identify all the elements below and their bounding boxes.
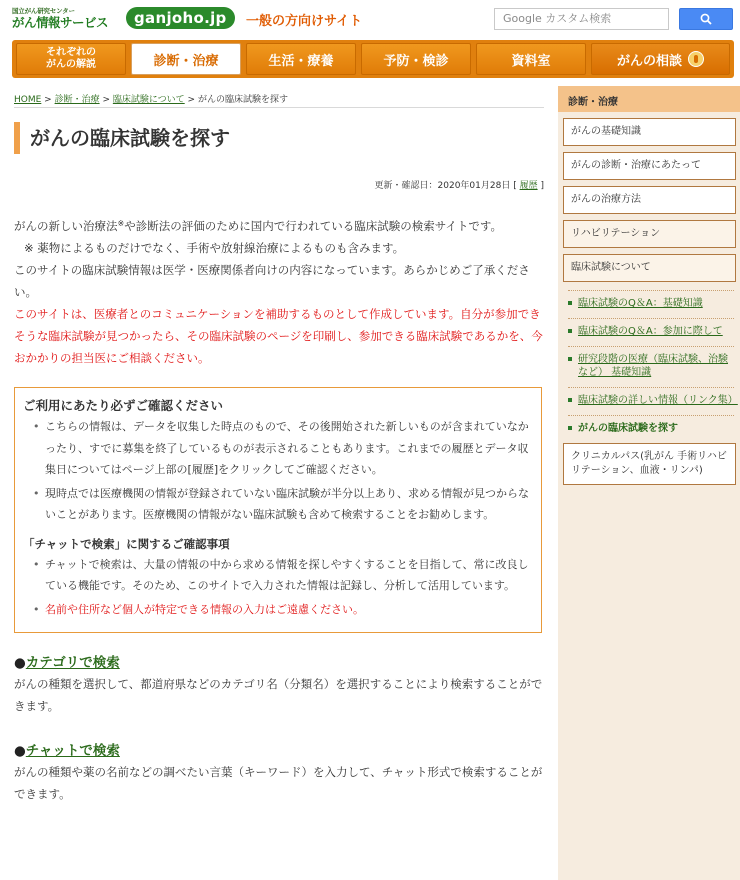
notice-item: • こちらの情報は、データを収集した時点のもので、その後開始された新しいものが含まれていなかったり、すでに募集を終了しているものが表示されることもあります。これまでの履歴とデータ収集日についてはページ上部の[履歴]をクリックしてご確認ください。 <box>45 416 531 481</box>
logo-organization: 国立がん研究センター <box>12 7 75 15</box>
intro-note: ※ 薬物によるものだけでなく、手術や放射線治療によるものも含みます。 <box>24 241 405 255</box>
intro-text <box>14 213 544 369</box>
intro-text-b: や診断法の評価のために国内で行われている臨床試験の検索サイトです。 <box>124 219 502 233</box>
notice-title: ご利用にあたり必ずご確認ください <box>23 398 224 413</box>
nav-label: 生活・療養 <box>268 53 334 69</box>
main-content <box>14 86 544 805</box>
side-item-diagnosis[interactable]: がんの診断・治療にあたって <box>563 152 736 180</box>
global-nav <box>12 40 734 78</box>
side-item-treatment-methods[interactable]: がんの治療方法 <box>563 186 736 214</box>
breadcrumb-sep: > <box>41 95 55 105</box>
history-link[interactable]: 履歴 <box>519 181 538 191</box>
side-sub-qa-participation[interactable]: 臨床試験のQ＆A：参加に際して <box>568 325 734 338</box>
nav-consultation[interactable] <box>591 43 730 75</box>
divider <box>568 346 734 347</box>
intro-paragraph-2: このサイトの臨床試験情報は医学・医療関係者向けの内容になっています。あらかじめご了承ください。 <box>14 263 530 299</box>
nav-life-care[interactable] <box>246 43 356 75</box>
side-item-rehabilitation[interactable]: リハビリテーション <box>563 220 736 248</box>
category-search-link[interactable]: カテゴリで検索 <box>25 655 120 671</box>
nav-cancer-types-line2: がんの解説 <box>46 59 96 70</box>
breadcrumb <box>14 86 544 108</box>
category-search-description: がんの種類を選択して、都道府県などのカテゴリ名（分類名）を選択することにより検索することができます。 <box>14 677 543 713</box>
nav-label: 資料室 <box>511 53 551 69</box>
logo-domain-badge[interactable]: ganjoho.jp <box>126 7 235 29</box>
nav-label: 予防・検診 <box>383 53 449 69</box>
search-brand: Google <box>503 12 542 25</box>
footnote-mark: ※ <box>117 219 125 228</box>
nav-label: がんの相談 <box>616 53 682 69</box>
side-item-basics[interactable]: がんの基礎知識 <box>563 118 736 146</box>
breadcrumb-sep: > <box>99 95 113 105</box>
nav-label: 診断・治療 <box>153 53 219 69</box>
update-date-label: 更新・確認日：2020年01月28日 [ <box>374 181 517 191</box>
chat-search-heading <box>14 739 544 759</box>
update-date <box>14 178 544 191</box>
side-nav <box>558 86 740 880</box>
side-item-clinical-trials[interactable]: 臨床試験について <box>563 254 736 282</box>
page-title: がんの臨床試験を探す <box>14 122 544 154</box>
chat-search-description: がんの種類や薬の名前などの調べたい言葉（キーワード）を入力して、チャット形式で検索することができます。 <box>14 765 543 801</box>
side-nav-heading: 診断・治療 <box>558 86 740 112</box>
site-logo[interactable] <box>12 6 124 30</box>
divider <box>568 415 734 416</box>
intro-warning: このサイトは、医療者とのコミュニケーションを補助するものとして作成しています。自分が参加できそうな臨床試験が見つかったら、その臨床試験のページを印刷し、参加できる臨床試験であるかを、今おかかりの担当医にご相談ください。 <box>14 307 543 365</box>
breadcrumb-clinical-trials[interactable]: 臨床試験について <box>112 95 185 105</box>
side-sub-research-medicine[interactable]: 研究段階の医療（臨床試験、治験など） 基礎知識 <box>568 353 734 379</box>
notice-list <box>23 416 531 526</box>
breadcrumb-current: がんの臨床試験を探す <box>197 95 288 105</box>
notice-item: • 現時点では医療機関の情報が登録されていない臨床試験が半分以上あり、求める情報が見つからないことがあります。医療機関の情報がない臨床試験も含めて検索することをお勧めします。 <box>45 483 531 526</box>
logo-service-name: がん情報サービス <box>12 15 109 30</box>
site-header <box>0 0 740 36</box>
divider <box>568 290 734 291</box>
side-item-clinical-path[interactable]: クリニカルパス(乳がん 手術リハビリテーション、血液・リンパ) <box>563 443 736 485</box>
search-input[interactable] <box>494 8 669 30</box>
search-icon <box>700 13 712 25</box>
chat-notice-list <box>23 554 531 621</box>
nav-cancer-types-line1: それぞれの <box>46 47 96 58</box>
intro-text-a: がんの新しい治療法 <box>14 219 118 233</box>
breadcrumb-home[interactable]: HOME <box>14 95 42 105</box>
search-placeholder: カスタム検索 <box>545 12 612 25</box>
side-sub-qa-basics[interactable]: 臨床試験のQ＆A：基礎知識 <box>568 297 734 310</box>
search-button[interactable] <box>679 8 733 30</box>
divider <box>568 318 734 319</box>
side-sub-trial-links[interactable]: 臨床試験の詳しい情報（リンク集） <box>568 394 734 407</box>
breadcrumb-sep: > <box>184 95 198 105</box>
breadcrumb-diagnosis[interactable]: 診断・治療 <box>54 95 100 105</box>
section-bullet: ● <box>14 743 26 759</box>
side-sub-current-page: がんの臨床試験を探す <box>568 422 734 435</box>
notice-box <box>14 387 542 633</box>
update-date-close: ] <box>540 181 544 191</box>
intro-paragraph-1 <box>14 213 544 237</box>
category-search-heading <box>14 651 544 671</box>
nav-prevention-screening[interactable] <box>361 43 471 75</box>
divider <box>568 387 734 388</box>
chat-notice-title: 「チャットで検索」に関するご確認事項 <box>23 536 230 551</box>
nav-cancer-types[interactable] <box>16 43 126 75</box>
consultation-icon <box>688 51 704 67</box>
chat-notice-item: • チャットで検索は、大量の情報の中から求める情報を探しやすくすることを目指して、常に改良している機能です。そのため、このサイトで入力された情報は記録し、分析して活用しています。 <box>45 554 531 597</box>
chat-notice-warning: • 名前や住所など個人が特定できる情報の入力はご遠慮ください。 <box>45 599 531 621</box>
nav-library[interactable] <box>476 43 586 75</box>
chat-search-link[interactable]: チャットで検索 <box>25 743 120 759</box>
site-tagline: 一般の方向けサイト <box>246 14 363 29</box>
nav-diagnosis-treatment[interactable] <box>131 43 241 75</box>
section-bullet: ● <box>14 655 26 671</box>
